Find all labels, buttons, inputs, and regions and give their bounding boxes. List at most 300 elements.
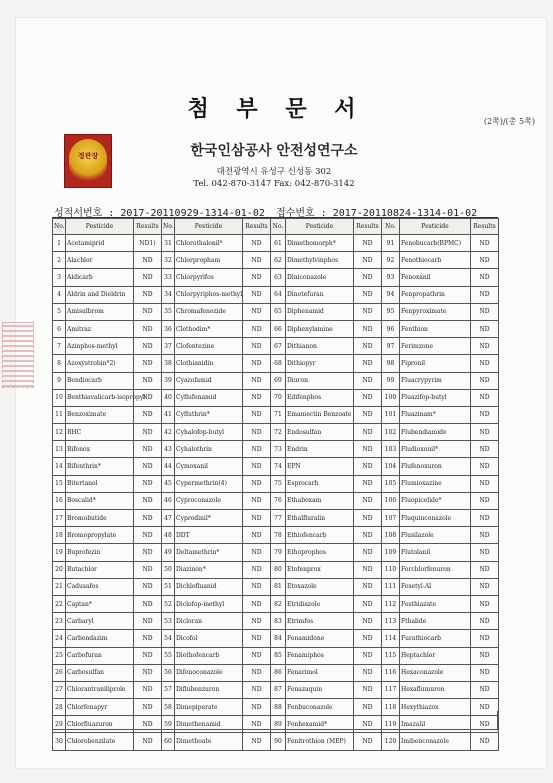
cell-number: 59 bbox=[162, 716, 175, 733]
cell-result: ND bbox=[354, 252, 382, 269]
cell-pesticide: Dimethomorph* bbox=[286, 235, 354, 252]
table-row bbox=[53, 406, 499, 423]
column-header: Pesticide bbox=[66, 219, 134, 235]
cell-number: 73 bbox=[271, 441, 286, 458]
cell-pesticide: Etofenprox bbox=[286, 561, 354, 578]
cell-number: 63 bbox=[271, 269, 286, 286]
cell-number: 42 bbox=[162, 424, 175, 441]
cell-number: 18 bbox=[53, 527, 66, 544]
cell-pesticide: Fenpropathrin bbox=[400, 286, 471, 303]
organization-name: 한국인삼공사 안전성연구소 bbox=[190, 143, 358, 159]
cell-pesticide: Cyflufenamid bbox=[175, 389, 243, 406]
cell-result: ND bbox=[134, 561, 162, 578]
cell-number: 51 bbox=[162, 578, 175, 595]
table-row bbox=[53, 561, 499, 578]
cell-number: 112 bbox=[382, 595, 400, 612]
cell-result: ND bbox=[134, 664, 162, 681]
cell-number: 118 bbox=[382, 699, 400, 716]
cell-number: 60 bbox=[162, 733, 175, 750]
cell-number: 98 bbox=[382, 355, 400, 372]
cell-result: ND bbox=[471, 441, 499, 458]
cell-result: ND bbox=[471, 613, 499, 630]
cell-number: 85 bbox=[271, 647, 286, 664]
cell-pesticide: Clofentezine bbox=[175, 338, 243, 355]
cell-pesticide: Cyazofamid bbox=[175, 372, 243, 389]
receipt-number: 접수번호 : 2017-20110824-1314-01-02 bbox=[276, 208, 478, 219]
cell-result: ND bbox=[354, 492, 382, 509]
cell-result: ND bbox=[134, 424, 162, 441]
cell-result: ND bbox=[471, 406, 499, 423]
cell-result: ND bbox=[243, 578, 271, 595]
table-row bbox=[53, 527, 499, 544]
cell-number: 66 bbox=[271, 320, 286, 337]
cell-pesticide: Chlorpyrifos bbox=[175, 269, 243, 286]
cell-result: ND bbox=[134, 458, 162, 475]
cell-result: ND bbox=[243, 716, 271, 733]
cell-pesticide: Chromafenozide bbox=[175, 303, 243, 320]
cell-number: 77 bbox=[271, 510, 286, 527]
column-header: No. bbox=[162, 219, 175, 235]
cell-result: ND bbox=[243, 647, 271, 664]
cell-pesticide: Diniconazole bbox=[286, 269, 354, 286]
cell-result: ND bbox=[134, 647, 162, 664]
cell-pesticide: Bifenox bbox=[66, 441, 134, 458]
cell-number: 4 bbox=[53, 286, 66, 303]
cell-number: 107 bbox=[382, 510, 400, 527]
cell-result: ND bbox=[134, 269, 162, 286]
cell-result: ND bbox=[243, 510, 271, 527]
cell-result: ND bbox=[243, 681, 271, 698]
cell-result: ND bbox=[354, 510, 382, 527]
cell-pesticide: Difenoconazole bbox=[175, 664, 243, 681]
cell-result: ND bbox=[471, 510, 499, 527]
cell-pesticide: Endrin bbox=[286, 441, 354, 458]
cell-pesticide: Hexaconazole bbox=[400, 664, 471, 681]
cell-number: 116 bbox=[382, 664, 400, 681]
cell-result: ND bbox=[134, 320, 162, 337]
cell-result: ND bbox=[243, 561, 271, 578]
cell-number: 114 bbox=[382, 630, 400, 647]
cell-result: ND bbox=[243, 269, 271, 286]
cell-number: 33 bbox=[162, 269, 175, 286]
cell-result: ND bbox=[471, 389, 499, 406]
cell-number: 104 bbox=[382, 458, 400, 475]
cell-pesticide: Bifenthrin* bbox=[66, 458, 134, 475]
cell-pesticide: Aldicarb bbox=[66, 269, 134, 286]
cell-result: ND bbox=[354, 527, 382, 544]
cell-pesticide: Cypermethrin(4) bbox=[175, 475, 243, 492]
cell-number: 1 bbox=[53, 235, 66, 252]
cell-pesticide: Diflubenzuron bbox=[175, 681, 243, 698]
cell-result: ND bbox=[354, 424, 382, 441]
cell-result: ND bbox=[243, 286, 271, 303]
cell-result: ND bbox=[471, 355, 499, 372]
cell-number: 64 bbox=[271, 286, 286, 303]
cell-result: ND bbox=[471, 320, 499, 337]
cell-pesticide: Buprofezin bbox=[66, 544, 134, 561]
cell-pesticide: Diazinon* bbox=[175, 561, 243, 578]
lab-header bbox=[52, 130, 496, 206]
cell-result: ND bbox=[471, 664, 499, 681]
cell-result: ND bbox=[471, 699, 499, 716]
cell-pesticide: Butachlor bbox=[66, 561, 134, 578]
column-header: No. bbox=[382, 219, 400, 235]
cell-pesticide: Fenarimol bbox=[286, 664, 354, 681]
cell-number: 105 bbox=[382, 475, 400, 492]
cell-result: ND bbox=[134, 699, 162, 716]
cell-number: 119 bbox=[382, 716, 400, 733]
cell-number: 57 bbox=[162, 681, 175, 698]
cell-result: ND bbox=[471, 252, 499, 269]
cell-number: 117 bbox=[382, 681, 400, 698]
cell-number: 106 bbox=[382, 492, 400, 509]
cell-number: 47 bbox=[162, 510, 175, 527]
cell-result: ND bbox=[134, 372, 162, 389]
table-row bbox=[53, 372, 499, 389]
cell-pesticide: Fosetyl-Al bbox=[400, 578, 471, 595]
cell-number: 24 bbox=[53, 630, 66, 647]
pesticide-results-table bbox=[52, 218, 499, 751]
cell-pesticide: Esprocarb bbox=[286, 475, 354, 492]
cell-result: ND bbox=[354, 338, 382, 355]
cell-result: ND bbox=[471, 372, 499, 389]
cell-number: 68 bbox=[271, 355, 286, 372]
cell-result: ND bbox=[243, 252, 271, 269]
table-row bbox=[53, 578, 499, 595]
cell-result: ND bbox=[243, 492, 271, 509]
cell-number: 89 bbox=[271, 716, 286, 733]
column-header: Pesticide bbox=[286, 219, 354, 235]
cell-number: 36 bbox=[162, 320, 175, 337]
cell-number: 34 bbox=[162, 286, 175, 303]
cell-pesticide: Clethodim* bbox=[175, 320, 243, 337]
cell-result: ND bbox=[354, 664, 382, 681]
cell-pesticide: Clothianidin bbox=[175, 355, 243, 372]
cell-pesticide: Azoxystrobin*2) bbox=[66, 355, 134, 372]
cell-pesticide: Cyproconazole bbox=[175, 492, 243, 509]
cell-result: ND1) bbox=[134, 235, 162, 252]
cell-result: ND bbox=[354, 406, 382, 423]
cell-pesticide: Ethaboxam bbox=[286, 492, 354, 509]
cell-result: ND bbox=[134, 441, 162, 458]
cell-number: 93 bbox=[382, 269, 400, 286]
cell-result: ND bbox=[134, 338, 162, 355]
cell-number: 90 bbox=[271, 733, 286, 750]
cell-number: 71 bbox=[271, 406, 286, 423]
cell-result: ND bbox=[354, 699, 382, 716]
cell-pesticide: Fenthion bbox=[400, 320, 471, 337]
cell-pesticide: Carbosulfan bbox=[66, 664, 134, 681]
cell-number: 111 bbox=[382, 578, 400, 595]
column-header: Results bbox=[354, 219, 382, 235]
cell-result: ND bbox=[243, 475, 271, 492]
cell-result: ND bbox=[134, 303, 162, 320]
table-row bbox=[53, 269, 499, 286]
cell-result: ND bbox=[354, 681, 382, 698]
table-row bbox=[53, 647, 499, 664]
cell-pesticide: Etrimfos bbox=[286, 613, 354, 630]
cell-result: ND bbox=[471, 338, 499, 355]
cell-number: 22 bbox=[53, 595, 66, 612]
table-row bbox=[53, 613, 499, 630]
cell-number: 2 bbox=[53, 252, 66, 269]
cell-pesticide: Hexaflumuron bbox=[400, 681, 471, 698]
cell-pesticide: Bendiocarb bbox=[66, 372, 134, 389]
cell-pesticide: Flusilazole bbox=[400, 527, 471, 544]
cell-number: 97 bbox=[382, 338, 400, 355]
table-row bbox=[53, 389, 499, 406]
cell-number: 80 bbox=[271, 561, 286, 578]
cell-number: 100 bbox=[382, 389, 400, 406]
table-row bbox=[53, 664, 499, 681]
cell-pesticide: Fenazaquin bbox=[286, 681, 354, 698]
cell-number: 23 bbox=[53, 613, 66, 630]
cell-pesticide: Fluopicolide* bbox=[400, 492, 471, 509]
cell-pesticide: Dimepiperate bbox=[175, 699, 243, 716]
cell-pesticide: Fenoxanil bbox=[400, 269, 471, 286]
cell-result: ND bbox=[243, 406, 271, 423]
cell-number: 91 bbox=[382, 235, 400, 252]
cell-pesticide: Amitraz bbox=[66, 320, 134, 337]
cell-pesticide: Cadusafos bbox=[66, 578, 134, 595]
cell-result: ND bbox=[243, 544, 271, 561]
cell-pesticide: Dicloran bbox=[175, 613, 243, 630]
cell-number: 82 bbox=[271, 595, 286, 612]
cell-number: 94 bbox=[382, 286, 400, 303]
cell-result: ND bbox=[134, 613, 162, 630]
cell-number: 43 bbox=[162, 441, 175, 458]
table-row bbox=[53, 458, 499, 475]
cell-pesticide: Fenbuconazole bbox=[286, 699, 354, 716]
cell-result: ND bbox=[134, 733, 162, 750]
cell-pesticide: Benthiavalicarb-isopropyl bbox=[66, 389, 134, 406]
cell-number: 37 bbox=[162, 338, 175, 355]
cell-result: ND bbox=[471, 716, 499, 733]
cell-number: 27 bbox=[53, 681, 66, 698]
cell-number: 99 bbox=[382, 372, 400, 389]
cell-result: ND bbox=[243, 303, 271, 320]
cell-number: 9 bbox=[53, 372, 66, 389]
cell-number: 72 bbox=[271, 424, 286, 441]
cell-number: 10 bbox=[53, 389, 66, 406]
cell-result: ND bbox=[243, 320, 271, 337]
column-header: Results bbox=[134, 219, 162, 235]
cell-pesticide: Cyprodinil* bbox=[175, 510, 243, 527]
cell-result: ND bbox=[134, 630, 162, 647]
cell-pesticide: Aldrin and Dieldrin bbox=[66, 286, 134, 303]
column-header: Results bbox=[471, 219, 499, 235]
table-row bbox=[53, 595, 499, 612]
cell-result: ND bbox=[354, 733, 382, 750]
cell-result: ND bbox=[354, 458, 382, 475]
address-line: 대전광역시 유성구 신성동 302 bbox=[216, 167, 332, 177]
table-row bbox=[53, 252, 499, 269]
cell-result: ND bbox=[243, 235, 271, 252]
cell-result: ND bbox=[354, 647, 382, 664]
cell-number: 29 bbox=[53, 716, 66, 733]
cell-result: ND bbox=[134, 578, 162, 595]
cell-pesticide: Acetamiprid bbox=[66, 235, 134, 252]
table-row bbox=[53, 320, 499, 337]
cell-number: 7 bbox=[53, 338, 66, 355]
cell-pesticide: Imibenconazole bbox=[400, 733, 471, 750]
cell-result: ND bbox=[243, 699, 271, 716]
cell-pesticide: Bromopropylate bbox=[66, 527, 134, 544]
cell-pesticide: Fenhexamid* bbox=[286, 716, 354, 733]
cell-result: ND bbox=[354, 389, 382, 406]
cell-number: 15 bbox=[53, 475, 66, 492]
cell-result: ND bbox=[243, 441, 271, 458]
cell-number: 102 bbox=[382, 424, 400, 441]
cell-pesticide: Bromobutide bbox=[66, 510, 134, 527]
cell-result: ND bbox=[354, 544, 382, 561]
cell-number: 115 bbox=[382, 647, 400, 664]
cell-number: 46 bbox=[162, 492, 175, 509]
cell-result: ND bbox=[134, 716, 162, 733]
cell-pesticide: Imazalil bbox=[400, 716, 471, 733]
cell-pesticide: Captan* bbox=[66, 595, 134, 612]
cell-result: ND bbox=[134, 492, 162, 509]
table-header-row bbox=[53, 219, 499, 235]
cell-result: ND bbox=[354, 475, 382, 492]
cell-result: ND bbox=[243, 664, 271, 681]
cell-result: ND bbox=[471, 733, 499, 750]
cell-number: 38 bbox=[162, 355, 175, 372]
cell-pesticide: Bitertanol bbox=[66, 475, 134, 492]
cell-pesticide: Endosulfan bbox=[286, 424, 354, 441]
cell-number: 113 bbox=[382, 613, 400, 630]
cell-number: 81 bbox=[271, 578, 286, 595]
cell-pesticide: Alachlor bbox=[66, 252, 134, 269]
cell-result: ND bbox=[243, 527, 271, 544]
cell-number: 50 bbox=[162, 561, 175, 578]
cell-number: 69 bbox=[271, 372, 286, 389]
table-row bbox=[53, 733, 499, 750]
cell-result: ND bbox=[354, 372, 382, 389]
cell-pesticide: Amisulbrom bbox=[66, 303, 134, 320]
cell-pesticide: Dimethylvinphos bbox=[286, 252, 354, 269]
cell-pesticide: Carbofuran bbox=[66, 647, 134, 664]
cell-result: ND bbox=[471, 681, 499, 698]
cell-result: ND bbox=[471, 544, 499, 561]
cell-number: 75 bbox=[271, 475, 286, 492]
cell-result: ND bbox=[134, 286, 162, 303]
table-row bbox=[53, 355, 499, 372]
cell-number: 21 bbox=[53, 578, 66, 595]
cell-number: 28 bbox=[53, 699, 66, 716]
cell-number: 95 bbox=[382, 303, 400, 320]
cell-number: 58 bbox=[162, 699, 175, 716]
cell-number: 16 bbox=[53, 492, 66, 509]
cell-pesticide: EPN bbox=[286, 458, 354, 475]
cell-number: 54 bbox=[162, 630, 175, 647]
cell-number: 13 bbox=[53, 441, 66, 458]
table-row bbox=[53, 424, 499, 441]
cell-pesticide: Ethalfluralin bbox=[286, 510, 354, 527]
cell-pesticide: Diclofop-methyl bbox=[175, 595, 243, 612]
cell-pesticide: Diphenamid bbox=[286, 303, 354, 320]
table-row bbox=[53, 630, 499, 647]
cell-pesticide: Fosthiazate bbox=[400, 595, 471, 612]
table-row bbox=[53, 492, 499, 509]
cell-number: 12 bbox=[53, 424, 66, 441]
cell-number: 62 bbox=[271, 252, 286, 269]
cell-result: ND bbox=[471, 527, 499, 544]
cell-pesticide: Cyhalofop-butyl bbox=[175, 424, 243, 441]
cell-pesticide: Flutolanil bbox=[400, 544, 471, 561]
cell-pesticide: Dinotefuran bbox=[286, 286, 354, 303]
cell-pesticide: Fenamidone bbox=[286, 630, 354, 647]
cell-pesticide: Chlorothalonil* bbox=[175, 235, 243, 252]
table-row bbox=[53, 544, 499, 561]
cell-pesticide: Furathiocarb bbox=[400, 630, 471, 647]
cell-pesticide: Ethiofencarb bbox=[286, 527, 354, 544]
cell-number: 31 bbox=[162, 235, 175, 252]
cell-number: 52 bbox=[162, 595, 175, 612]
cell-number: 49 bbox=[162, 544, 175, 561]
cell-number: 32 bbox=[162, 252, 175, 269]
cell-pesticide: Benzoximate bbox=[66, 406, 134, 423]
cell-pesticide: Dithianon bbox=[286, 338, 354, 355]
cell-pesticide: Azinphos-methyl bbox=[66, 338, 134, 355]
cell-number: 92 bbox=[382, 252, 400, 269]
cell-pesticide: Diphenylamine bbox=[286, 320, 354, 337]
cell-pesticide: Cyfluthrin* bbox=[175, 406, 243, 423]
cell-number: 25 bbox=[53, 647, 66, 664]
table-row bbox=[53, 286, 499, 303]
cell-pesticide: Cyhalothrin bbox=[175, 441, 243, 458]
cell-number: 70 bbox=[271, 389, 286, 406]
cell-pesticide: Boscalid* bbox=[66, 492, 134, 509]
cell-result: ND bbox=[243, 630, 271, 647]
cell-number: 83 bbox=[271, 613, 286, 630]
cell-pesticide: Heptachlor bbox=[400, 647, 471, 664]
table-row bbox=[53, 441, 499, 458]
cell-number: 110 bbox=[382, 561, 400, 578]
cell-pesticide: Fenothiocarb bbox=[400, 252, 471, 269]
logo-text: 정관장 bbox=[77, 152, 99, 160]
cell-pesticide: Carbaryl bbox=[66, 613, 134, 630]
cell-result: ND bbox=[471, 286, 499, 303]
cell-number: 76 bbox=[271, 492, 286, 509]
cell-result: ND bbox=[354, 578, 382, 595]
cell-result: ND bbox=[243, 613, 271, 630]
cell-pesticide: Fluazifop-butyl bbox=[400, 389, 471, 406]
cell-pesticide: Chlorfenapyr bbox=[66, 699, 134, 716]
cell-result: ND bbox=[354, 716, 382, 733]
cell-pesticide: Emamectin Benzoate bbox=[286, 406, 354, 423]
cell-pesticide: Dicofol bbox=[175, 630, 243, 647]
cell-result: ND bbox=[471, 235, 499, 252]
cell-number: 14 bbox=[53, 458, 66, 475]
column-header: No. bbox=[271, 219, 286, 235]
cell-result: ND bbox=[471, 595, 499, 612]
table-row bbox=[53, 475, 499, 492]
cell-pesticide: Fenpyroximate bbox=[400, 303, 471, 320]
cell-result: ND bbox=[471, 475, 499, 492]
cell-number: 19 bbox=[53, 544, 66, 561]
cell-pesticide: Fluacrypyrim bbox=[400, 372, 471, 389]
cell-pesticide: Etoxazole bbox=[286, 578, 354, 595]
cell-result: ND bbox=[471, 458, 499, 475]
cell-number: 48 bbox=[162, 527, 175, 544]
cell-result: ND bbox=[354, 595, 382, 612]
cell-pesticide: Fenamiphos bbox=[286, 647, 354, 664]
cell-pesticide: Cymoxanil bbox=[175, 458, 243, 475]
cell-result: ND bbox=[134, 595, 162, 612]
column-header: No. bbox=[53, 219, 66, 235]
cell-number: 86 bbox=[271, 664, 286, 681]
